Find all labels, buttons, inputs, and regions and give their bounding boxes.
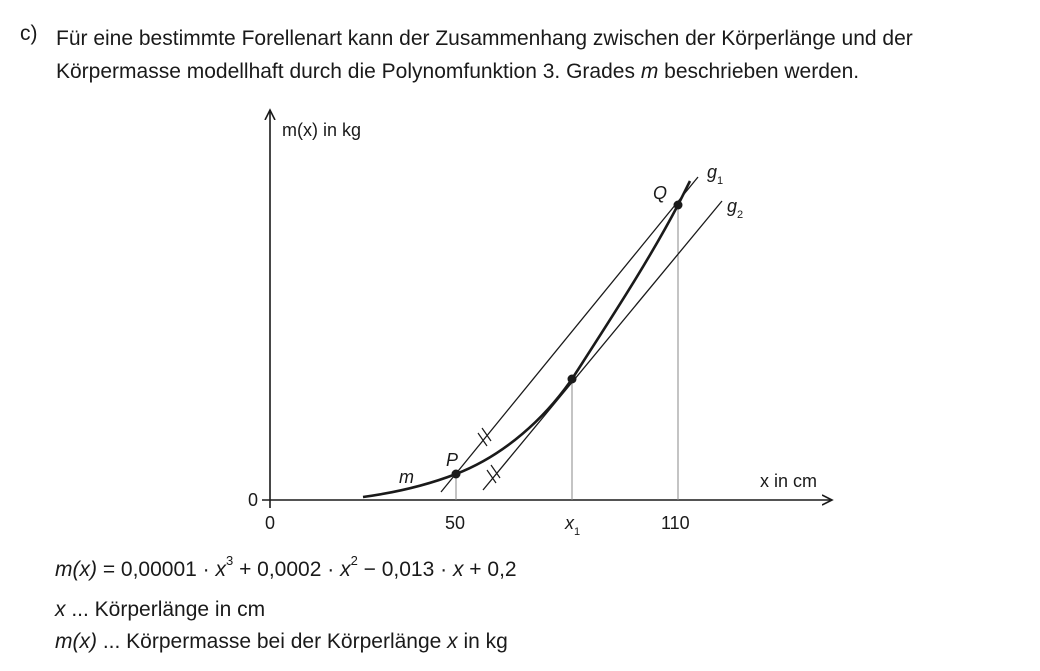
x1-var: x — [565, 513, 574, 533]
task-line-2-end: beschrieben werden. — [658, 60, 860, 83]
x1-subscript: 1 — [574, 526, 581, 538]
formula-lhs: m(x) — [55, 558, 97, 581]
y-origin-label: 0 — [248, 490, 259, 510]
formula-x-cubed: x — [215, 558, 226, 581]
legend-x-text: ... Körperlänge in cm — [65, 598, 266, 621]
curve-label-m: m — [399, 467, 414, 487]
legend-x-var: x — [55, 598, 66, 621]
formula-rhs-b: + 0,0002 · — [233, 558, 341, 581]
g1-letter: g — [707, 162, 718, 182]
formula-x-squared: x — [340, 558, 351, 581]
function-formula — [55, 553, 517, 582]
formula-exp-2: 2 — [350, 553, 358, 568]
task-line-1: Für eine bestimmte Forellenart kann der Zusammenhang zwischen der Körperlänge und der — [56, 27, 913, 50]
x-axis-label: x in cm — [760, 471, 818, 491]
x-tick-x1 — [564, 513, 580, 538]
g1-subscript: 1 — [717, 175, 724, 187]
formula-exp-3: 3 — [226, 553, 234, 568]
legend-mx-var-x: x — [447, 630, 458, 653]
formula-rhs-d: + 0,2 — [463, 558, 517, 581]
formula-rhs-a: = 0,00001 · — [96, 558, 216, 581]
legend-mx-text-a: ... Körpermasse bei der Körperlänge — [96, 630, 448, 653]
g2-subscript: 2 — [737, 209, 744, 221]
point-q — [674, 201, 683, 210]
line-g2 — [483, 201, 722, 490]
x-tick-110: 110 — [661, 513, 690, 533]
legend-mx-text-b: in kg — [457, 630, 508, 653]
formula-rhs-c: − 0,013 · — [357, 558, 453, 581]
point-p — [452, 470, 461, 479]
y-axis-label: m(x) in kg — [282, 120, 362, 140]
point-label-q: Q — [653, 183, 668, 203]
legend-mx-var: m(x) — [55, 630, 97, 653]
parallel-mark-g2 — [487, 465, 500, 483]
formula-x-linear: x — [452, 558, 464, 581]
task-line-2-start: Körpermasse modellhaft durch die Polynomfunktion 3. Grades — [56, 60, 641, 83]
legend-x — [55, 598, 265, 622]
legend-mx — [55, 630, 508, 654]
line-label-g1 — [707, 162, 723, 187]
point-tangent — [568, 375, 577, 384]
x-tick-50: 50 — [445, 513, 466, 533]
line-label-g2 — [727, 196, 743, 221]
line-g1 — [441, 177, 698, 492]
g2-letter: g — [727, 196, 738, 216]
task-letter: c) — [20, 22, 38, 45]
point-label-p: P — [446, 450, 459, 470]
function-name: m — [640, 60, 659, 83]
curve-m — [363, 181, 690, 497]
x-tick-0: 0 — [265, 513, 276, 533]
